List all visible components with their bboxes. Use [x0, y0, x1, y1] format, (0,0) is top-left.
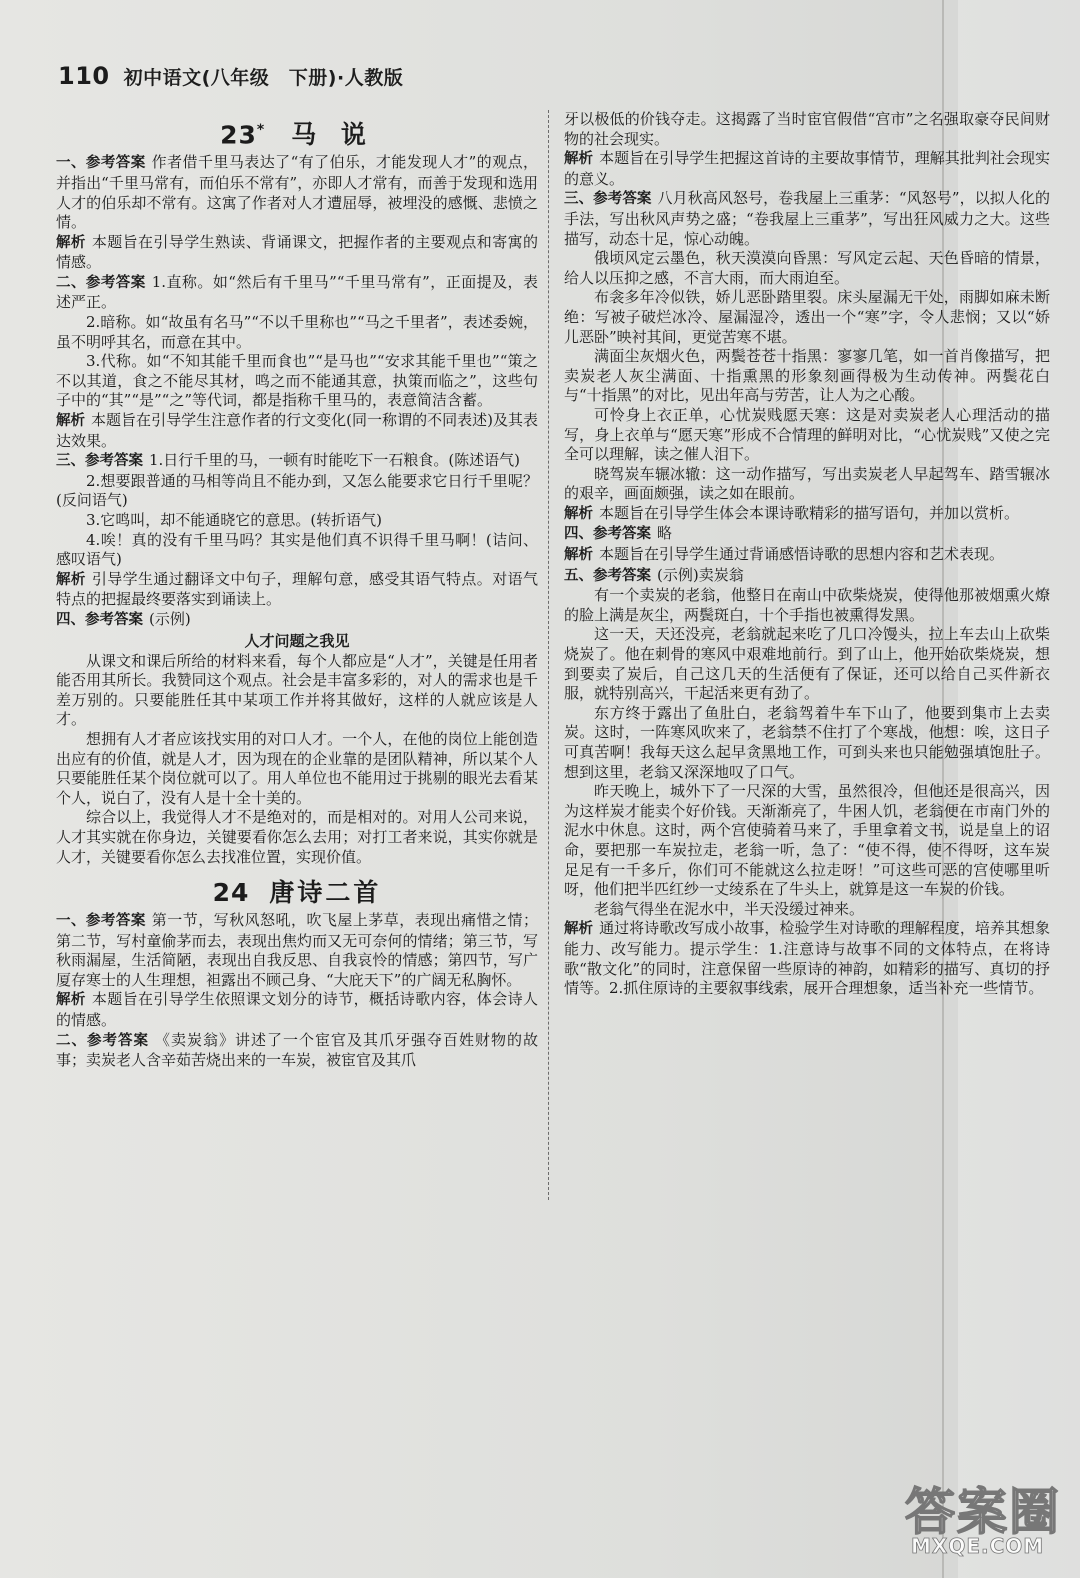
answer-text: 本题旨在引导学生体会本课诗歌精彩的描写语句，并加以赏析。 — [599, 503, 1020, 522]
essay-paragraph: 从课文和课后所给的材料来看，每个人都应是“人才”，关键是任用者能否用其所长。我赞同这个观点。社会是丰富多彩的，对人的需求也是千差万别的。只要能胜任其中某项工作并将其做好，这样的人就应该是人才。 — [56, 651, 538, 729]
answer-text: 3.代称。如“不知其能千里而食也”“是马也”“安求其能千里也”“策之不以其道，食之不能尽其材，鸣之而不能通其意，执策而临之”，这些句子中的“其”“是”“之”等代词，都是指称千里马的，表意简洁含蓄。 — [56, 352, 538, 410]
answer-text: 第一节，写秋风怒吼，吹飞屋上茅草，表现出痛惜之情；第二节，写村童偷茅而去，表现出焦灼而又无可奈何的情绪；第三节，写秋雨漏屋，生活简陋，表现出自我反思、自我哀怜的情感；第四节，写广厦存寒士的人生理想，袒露出不顾己身、“大庇天下”的广阔无私胸怀。 — [56, 911, 538, 989]
running-header — [58, 62, 403, 92]
essay-title: 人才问题之我见 — [244, 631, 350, 650]
lesson-24-title — [56, 875, 538, 911]
essay-paragraph: 综合以上，我觉得人才不是绝对的，而是相对的。对用人公司来说，人才其实就在你身边，关键要看你怎么去用；对打工者来说，其实你就是人才，关键要看你怎么去找准位置，实现价值。 — [56, 808, 538, 866]
answer-text: 东方终于露出了鱼肚白，老翁驾着牛车下山了，他要到集市上去卖炭。这时，一阵寒风吹来了，老翁禁不住打了个寒战，他想：唉，这日子可真苦啊！我每天这么起早贪黑地工作，可到头来也只能勉强填饱肚子。想到这里，老翁又深深地叹了口气。 — [564, 703, 1050, 781]
page-number: 110 — [58, 62, 110, 90]
answer-text: 布衾多年冷似铁，娇儿恶卧踏里裂。床头屋漏无干处，雨脚如麻未断绝：写被子破烂冰冷、屋漏湿冷，透出一个“寒”字，令人悲悯；又以“娇儿恶卧”映衬其间，更觉苦寒不堪。 — [564, 288, 1050, 346]
answer-paragraph — [56, 313, 538, 352]
answer-label: 解析 — [56, 413, 86, 430]
watermark-url: MXQE.COM — [911, 1534, 1045, 1558]
answer-paragraph — [564, 919, 1050, 998]
answer-paragraph — [56, 411, 538, 451]
answer-text: 满面尘灰烟火色，两鬓苍苍十指黑：寥寥几笔，如一首肖像描写，把卖炭老人灰尘满面、十指熏黑的形象刻画得极为生动传神。两鬓花白与“十指黑”的对比，见出年高与劳苦，让人为之心酸。 — [564, 347, 1050, 405]
answer-label: 五、参考答案 — [564, 567, 651, 584]
essay-paragraph: 想拥有人才者应该找实用的对口人才。一个人，在他的岗位上能创造出应有的价值，就是人才，因为现在的企业靠的是团队精神，所以某个人只要能胜任某个岗位就可以了。用人单位也不能用过于挑剔的眼光去看某个人，说白了，没有人是十全十美的。 — [56, 729, 538, 807]
answer-paragraph — [564, 566, 1050, 587]
answer-paragraph — [564, 782, 1050, 900]
answer-paragraph — [56, 1031, 538, 1071]
column-divider — [548, 110, 549, 1200]
answer-paragraph — [564, 288, 1050, 347]
answer-text: 2.暗称。如“故虽有名马”“不以千里称也”“马之千里者”，表述委婉，虽不明呼其名，而意在其中。 — [56, 313, 538, 351]
answer-label: 解析 — [56, 571, 86, 588]
watermark-logo — [905, 1468, 1075, 1568]
watermark-text: 答案圈 — [905, 1483, 1061, 1541]
lesson-number: 23 — [220, 120, 257, 150]
answer-text: 略 — [657, 524, 673, 543]
answer-label: 四、参考答案 — [56, 611, 143, 628]
answer-text: 本题旨在引导学生把握这首诗的主要故事情节，理解其批判社会现实的意义。 — [564, 149, 1051, 188]
answer-text: 老翁气得坐在泥水中，半天没缓过神来。 — [594, 899, 865, 918]
lesson-23-answers — [56, 153, 538, 630]
answer-text: (示例) — [149, 609, 191, 628]
answer-label: 三、参考答案 — [564, 191, 652, 208]
answer-label: 四、参考答案 — [564, 526, 651, 543]
answer-paragraph — [564, 189, 1050, 249]
answer-label: 三、参考答案 — [56, 453, 143, 470]
answer-text: 晓驾炭车辗冰辙：这一动作描写，写出卖炭老人早起驾车、踏雪辗冰的艰辛，画面颇强，读之如在眼前。 — [564, 464, 1050, 503]
answer-paragraph — [564, 249, 1050, 288]
answer-text: 通过将诗歌改写成小故事，检验学生对诗歌的理解程度，培养其想象能力、改写能力。提示学生：1.注意诗与故事不同的文体特点，在将诗歌“散文化”的同时，注意保留一些原诗的神韵，如精彩的描写、真切的抒情等。2.抓住原诗的主要叙事线索，展开合理想象，适当补充一些情节。 — [564, 919, 1051, 998]
answer-text: 可怜身上衣正单，心忧炭贱愿天寒：这是对卖炭老人心理活动的描写，身上衣单与“愿天寒”形成不合情理的鲜明对比，“心忧炭贱”又使之完全可以理解，读之催人泪下。 — [564, 405, 1050, 464]
lesson-mark: * — [256, 122, 266, 138]
answer-paragraph — [56, 153, 538, 232]
answer-paragraph — [56, 352, 538, 411]
answer-label: 一、参考答案 — [56, 155, 146, 172]
answer-text: 有一个卖炭的老翁，他整日在南山中砍柴烧炭，使得他那被烟熏火燎的脸上满是灰尘，两鬓斑白，十个手指也被熏得发黑。 — [564, 586, 1050, 624]
answer-label: 一、参考答案 — [56, 913, 146, 930]
answer-paragraph — [56, 911, 538, 990]
answer-paragraph — [564, 465, 1050, 504]
answer-paragraph — [56, 531, 538, 570]
answer-text: 4.唉！真的没有千里马吗？其实是他们真不识得千里马啊！(诘问、感叹语气) — [56, 530, 538, 569]
answer-text: 引导学生通过翻译文中句子，理解句意，感受其语气特点。对语气特点的把握最终要落实到诵读上。 — [56, 569, 539, 609]
answer-text: 3.它鸣叫，却不能通晓它的意思。(转折语气) — [86, 511, 383, 530]
answer-paragraph — [564, 149, 1050, 189]
answer-label: 解析 — [56, 234, 86, 251]
answer-label: 二、参考答案 — [56, 1032, 149, 1049]
answer-paragraph — [564, 110, 1050, 149]
answer-paragraph — [564, 347, 1050, 406]
lesson-24-answers — [56, 911, 538, 1071]
lesson-name: 马 说 — [291, 120, 374, 150]
answer-text: 1.日行千里的马，一顿有时能吃下一石粮食。(陈述语气) — [149, 451, 521, 470]
answer-paragraph — [564, 504, 1050, 525]
answer-paragraph — [56, 273, 538, 313]
answer-label: 解析 — [564, 505, 593, 522]
right-column — [564, 110, 1050, 999]
answer-text: (示例)卖炭翁 — [657, 565, 744, 584]
answer-label: 解析 — [56, 992, 86, 1009]
lesson-number: 24 — [212, 878, 250, 908]
answer-text: 本题旨在引导学生注意作者的行文变化(同一称谓的不同表述)及其表达效果。 — [56, 411, 539, 450]
answer-text: 牙以极低的价钱夺走。这揭露了当时宦官假借“宫市”之名强取豪夺民间财物的社会现实。 — [564, 110, 1050, 148]
answer-label: 解析 — [564, 921, 594, 938]
answer-text: 昨天晚上，城外下了一尺深的大雪，虽然很冷，但他还是很高兴，因为这样炭才能卖个好价钱。天渐渐亮了，牛困人饥，老翁便在市南门外的泥水中休息。这时，两个宫使骑着马来了，手里拿着文书，说是皇上的诏命，要把那一车炭拉走，老翁一听，急了：“使不得，使不得呀，这车炭足足有一千多斤，你们可不能就这么拉走呀！”可这些可恶的宫使哪里听呀，他们把半匹红纱一丈绫系在了牛头上，就算是这一车炭的价钱。 — [564, 782, 1050, 899]
answer-paragraph — [56, 990, 538, 1030]
answer-paragraph — [56, 610, 538, 631]
lesson-24-answers-continued — [564, 110, 1050, 999]
answer-paragraph — [56, 511, 538, 531]
lesson-name: 唐诗二首 — [269, 878, 382, 908]
essay-body — [56, 652, 538, 868]
answer-text: 本题旨在引导学生熟读、背诵课文，把握作者的主要观点和寄寓的情感。 — [56, 232, 539, 272]
answer-text: 八月秋高风怒号，卷我屋上三重茅：“风怒号”，以拟人化的手法，写出秋风声势之盛；“卷我屋上三重茅”，写出狂风威力之大。这些描写，动态十足，惊心动魄。 — [564, 189, 1050, 248]
answer-paragraph — [564, 704, 1050, 782]
answer-paragraph — [564, 406, 1050, 465]
answer-text: 本题旨在引导学生依照课文划分的诗节，概括诗歌内容，体会诗人的情感。 — [56, 990, 539, 1030]
answer-paragraph — [56, 233, 538, 273]
answer-paragraph — [564, 545, 1050, 566]
answer-text: 俄顷风定云墨色，秋天漠漠向昏黑：写风定云起、天色昏暗的情景，给人以压抑之感，不言大雨，而大雨迫至。 — [564, 249, 1050, 287]
answer-text: 《卖炭翁》讲述了一个宦官及其爪牙强夺百姓财物的故事；卖炭老人含辛茹苦烧出来的一车炭，被宦官及其爪 — [56, 1030, 538, 1070]
answer-text: 2.想要跟普通的马相等尚且不能办到，又怎么能要求它日行千里呢？(反问语气) — [56, 471, 538, 510]
answer-label: 解析 — [564, 547, 593, 564]
answer-text: 1.直称。如“然后有千里马”“千里马常有”，正面提及，表述严正。 — [56, 272, 538, 312]
left-column — [56, 108, 538, 1071]
answer-paragraph — [564, 586, 1050, 625]
answer-paragraph — [564, 625, 1050, 703]
answer-label: 解析 — [564, 151, 594, 168]
book-title: 初中语文(八年级 下册)·人教版 — [123, 67, 404, 89]
answer-text: 这一天，天还没亮，老翁就起来吃了几口冷馒头，拉上车去山上砍柴烧炭了。他在刺骨的寒风中艰难地前行。到了山上，他开始砍柴烧炭，想到要卖了炭后，自己这几天的生活便有了保证，还可以给自己买件新衣服，就特别高兴，干起活来更有劲了。 — [564, 625, 1050, 703]
answer-paragraph — [56, 570, 538, 610]
answer-paragraph — [56, 451, 538, 472]
answer-paragraph — [56, 472, 538, 511]
answer-paragraph — [564, 524, 1050, 545]
answer-label: 二、参考答案 — [56, 274, 146, 291]
answer-text: 本题旨在引导学生通过背诵感悟诗歌的思想内容和艺术表现。 — [599, 545, 1005, 564]
answer-text: 作者借千里马表达了“有了伯乐，才能发现人才”的观点，并指出“千里马常有，而伯乐不常有”，亦即人才常有，而善于发现和选用人才的伯乐却不常有。这寓了作者对人才遭屈辱，被埋没的感慨、悲愤之情。 — [56, 153, 539, 232]
answer-paragraph — [564, 900, 1050, 920]
lesson-23-title — [56, 112, 538, 153]
